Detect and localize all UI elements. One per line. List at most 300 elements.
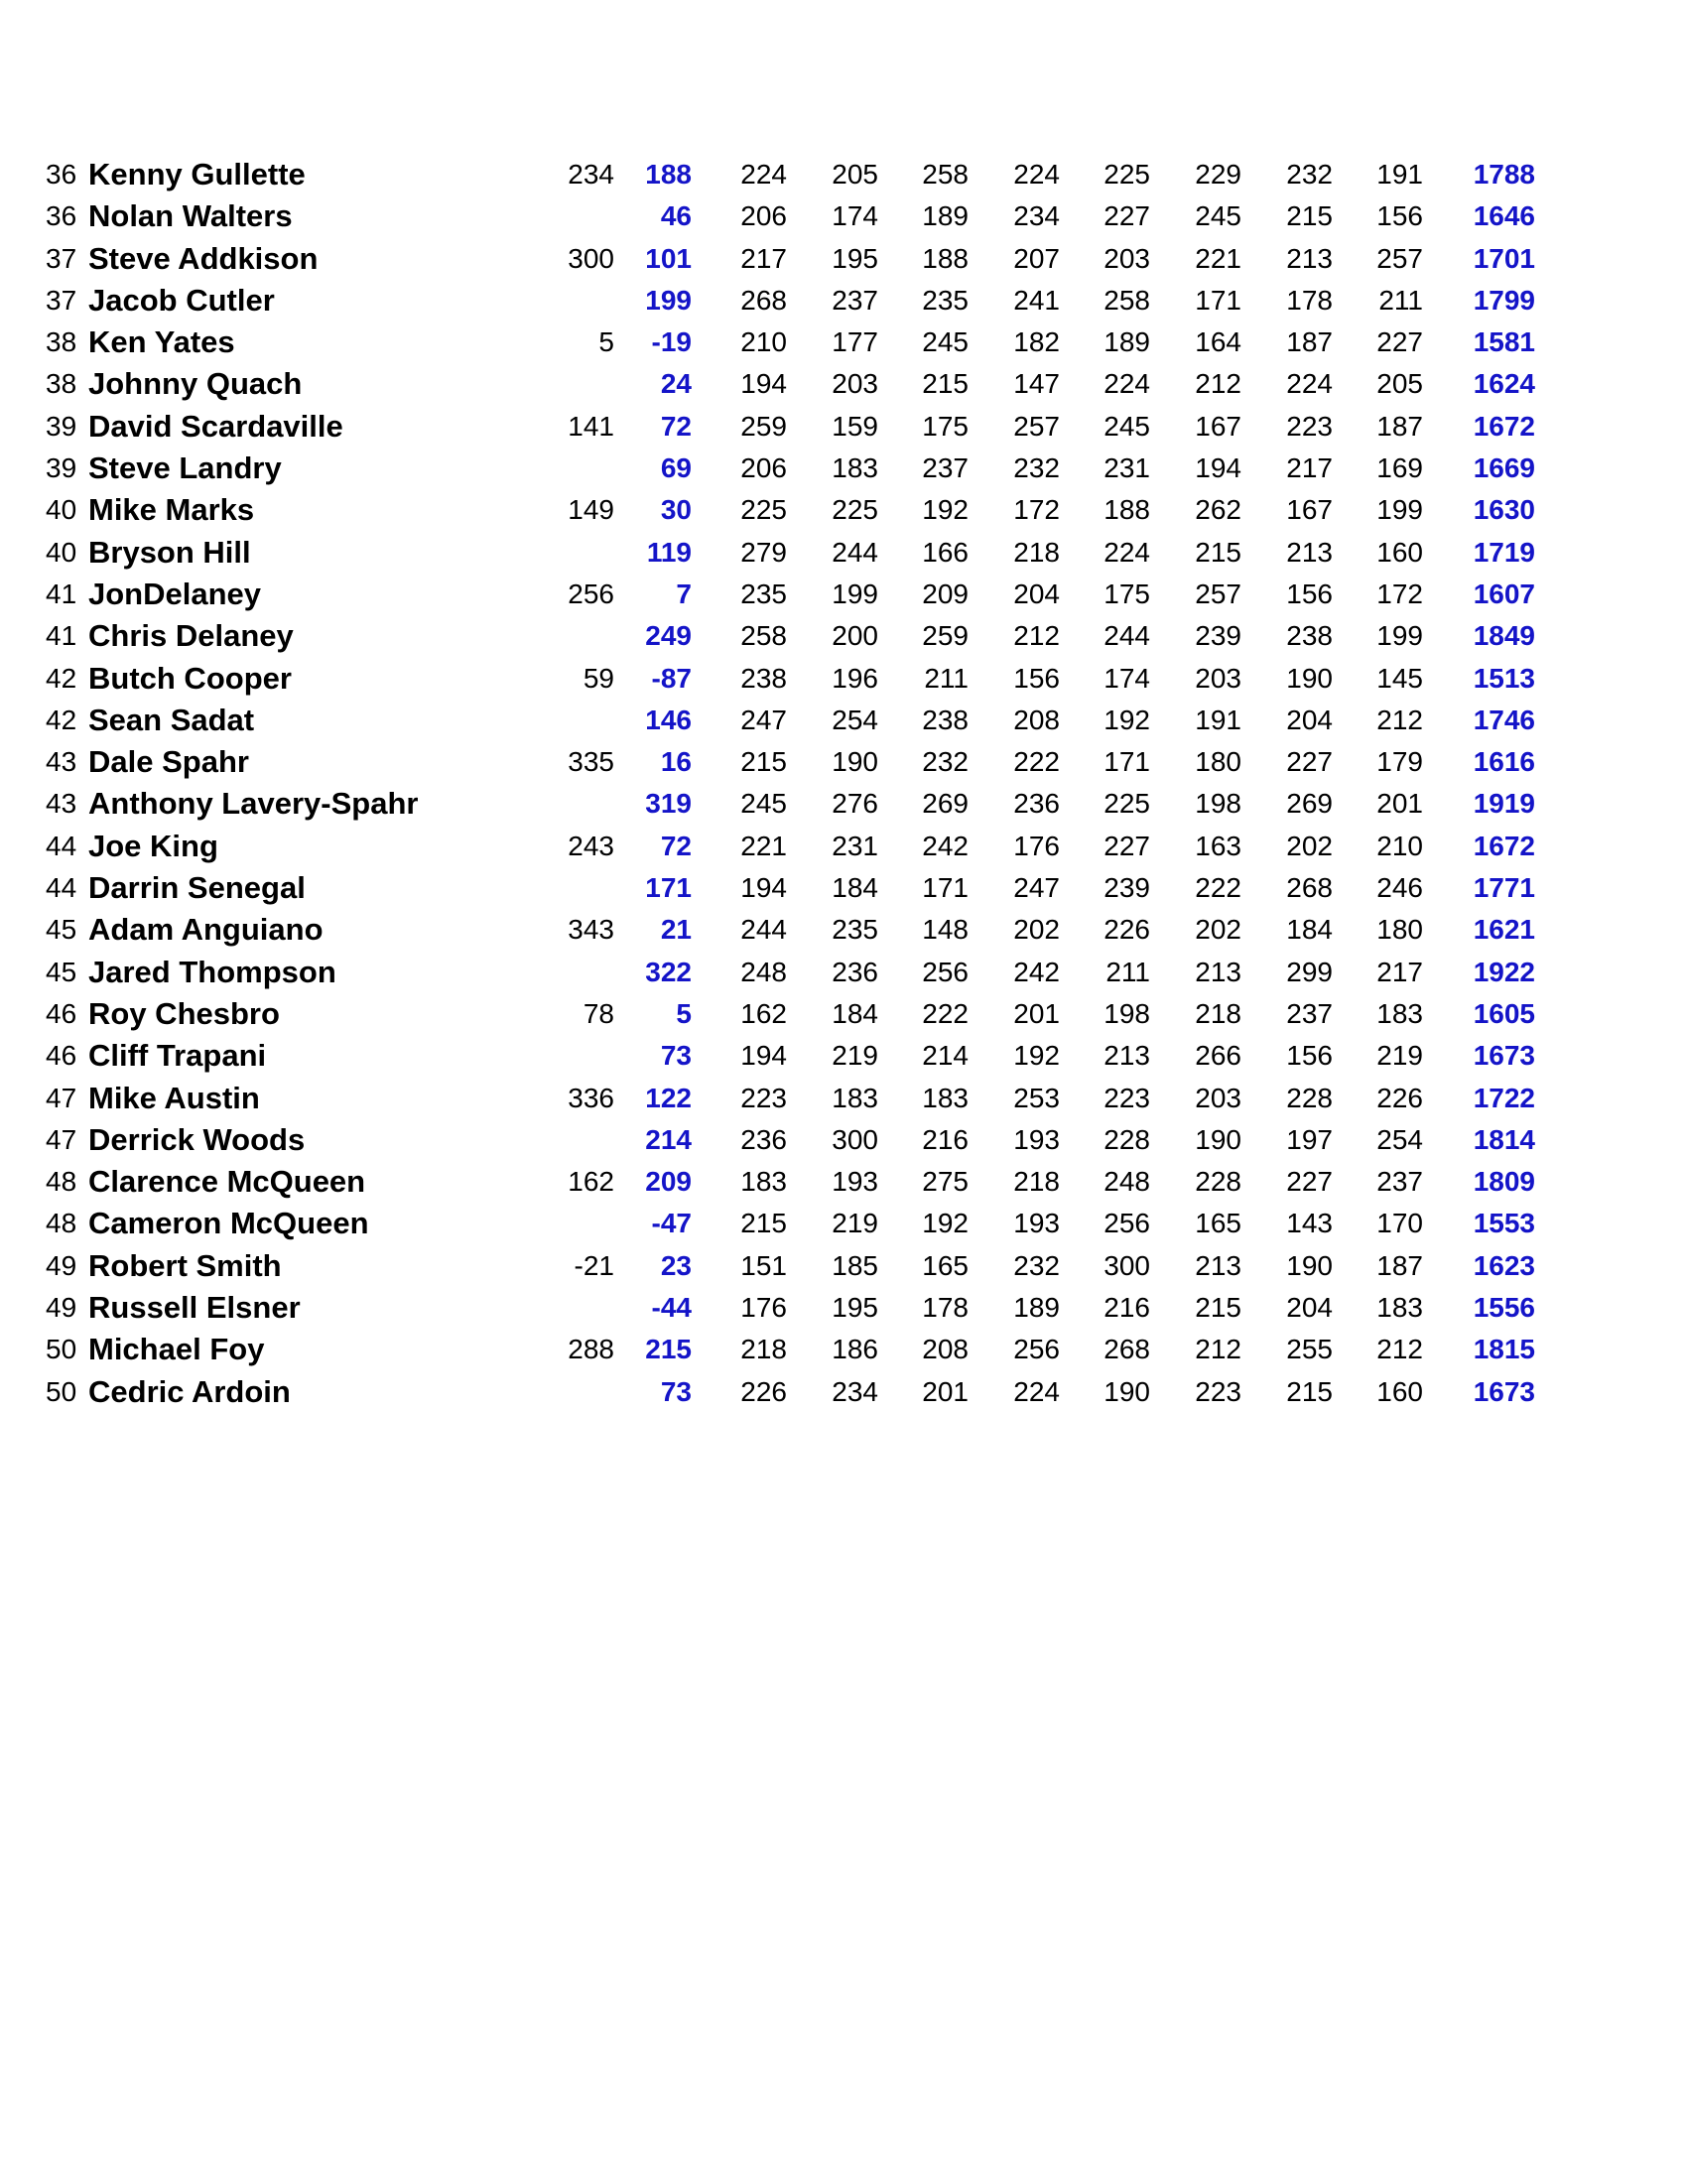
- game-score-cell: 241: [1013, 284, 1060, 316]
- game-score-cell: 184: [832, 997, 878, 1029]
- game-score-cell: 225: [1103, 788, 1150, 820]
- game-score-cell: 227: [1286, 746, 1333, 778]
- game-score-cell: 237: [1286, 997, 1333, 1029]
- game-score-cell: 210: [740, 326, 787, 358]
- game-score-cell: 178: [922, 1292, 969, 1324]
- game-score-cell: 235: [832, 914, 878, 946]
- bowler-name: Sean Sadat: [88, 702, 255, 737]
- bowler-name: Cedric Ardoin: [88, 1373, 291, 1409]
- total-cell: 1814: [1473, 1123, 1535, 1155]
- difference-cell: 319: [645, 788, 692, 820]
- game-score-cell: 189: [1103, 326, 1150, 358]
- game-score-cell: 201: [1013, 997, 1060, 1029]
- bowler-name: Ken Yates: [88, 324, 235, 360]
- game-score-cell: 212: [1376, 1334, 1423, 1365]
- table-row: [0, 658, 1687, 700]
- rank-cell: 37: [46, 284, 77, 316]
- game-score-cell: 193: [832, 1166, 878, 1198]
- game-score-cell: 201: [1376, 788, 1423, 820]
- game-score-cell: 191: [1376, 159, 1423, 190]
- game-score-cell: 174: [1103, 662, 1150, 694]
- game-score-cell: 218: [1013, 536, 1060, 568]
- table-row: [0, 700, 1687, 741]
- game-score-cell: 279: [740, 536, 787, 568]
- bowler-name: Joe King: [88, 828, 218, 863]
- table-row: [0, 783, 1687, 825]
- game-score-cell: 248: [1103, 1166, 1150, 1198]
- game-score-cell: 217: [1376, 956, 1423, 987]
- game-score-cell: 203: [832, 368, 878, 400]
- game-score-cell: 171: [1103, 746, 1150, 778]
- game-score-cell: 239: [1195, 620, 1241, 652]
- rank-cell: 39: [46, 410, 77, 442]
- rank-cell: 37: [46, 242, 77, 274]
- total-cell: 1623: [1473, 1249, 1535, 1281]
- table-row: [0, 1161, 1687, 1203]
- difference-cell: 5: [676, 997, 692, 1029]
- game-score-cell: 170: [1376, 1208, 1423, 1239]
- total-cell: 1815: [1473, 1334, 1535, 1365]
- game-score-cell: 275: [922, 1166, 969, 1198]
- rank-cell: 50: [46, 1375, 77, 1407]
- game-score-cell: 212: [1195, 1334, 1241, 1365]
- game-score-cell: 276: [832, 788, 878, 820]
- bowler-name: Anthony Lavery-Spahr: [88, 786, 419, 822]
- rank-cell: 49: [46, 1292, 77, 1324]
- table-row: [0, 321, 1687, 363]
- game-score-cell: 183: [1376, 997, 1423, 1029]
- game-score-cell: 206: [740, 452, 787, 484]
- game-score-cell: 225: [832, 494, 878, 526]
- total-cell: 1553: [1473, 1208, 1535, 1239]
- game-score-cell: 190: [1286, 662, 1333, 694]
- previous-cell: 343: [568, 914, 614, 946]
- game-score-cell: 187: [1376, 1249, 1423, 1281]
- difference-cell: 69: [660, 452, 692, 484]
- bowler-name: David Scardaville: [88, 408, 343, 444]
- game-score-cell: 199: [1376, 620, 1423, 652]
- game-score-cell: 203: [1195, 662, 1241, 694]
- game-score-cell: 210: [1376, 830, 1423, 861]
- game-score-cell: 247: [1013, 872, 1060, 904]
- game-score-cell: 216: [1103, 1292, 1150, 1324]
- bowler-name: JonDelaney: [88, 576, 262, 611]
- bowler-name: Adam Anguiano: [88, 912, 324, 948]
- game-score-cell: 229: [1195, 159, 1241, 190]
- difference-cell: 199: [645, 284, 692, 316]
- rank-cell: 45: [46, 914, 77, 946]
- game-score-cell: 205: [1376, 368, 1423, 400]
- game-score-cell: 222: [922, 997, 969, 1029]
- game-score-cell: 254: [832, 704, 878, 735]
- rank-cell: 36: [46, 200, 77, 232]
- game-score-cell: 244: [1103, 620, 1150, 652]
- game-score-cell: 176: [740, 1292, 787, 1324]
- game-score-cell: 217: [740, 242, 787, 274]
- game-score-cell: 172: [1376, 578, 1423, 609]
- bowler-name: Steve Addkison: [88, 240, 319, 276]
- game-score-cell: 215: [1286, 1375, 1333, 1407]
- table-row: [0, 1035, 1687, 1077]
- game-score-cell: 222: [1195, 872, 1241, 904]
- table-row: [0, 574, 1687, 615]
- game-score-cell: 266: [1195, 1040, 1241, 1072]
- game-score-cell: 171: [922, 872, 969, 904]
- game-score-cell: 224: [1103, 368, 1150, 400]
- difference-cell: 214: [645, 1123, 692, 1155]
- game-score-cell: 194: [1195, 452, 1241, 484]
- game-score-cell: 234: [832, 1375, 878, 1407]
- total-cell: 1556: [1473, 1292, 1535, 1324]
- game-score-cell: 231: [1103, 452, 1150, 484]
- previous-cell: 336: [568, 1082, 614, 1113]
- game-score-cell: 175: [1103, 578, 1150, 609]
- total-cell: 1722: [1473, 1082, 1535, 1113]
- game-score-cell: 192: [922, 1208, 969, 1239]
- game-score-cell: 257: [1376, 242, 1423, 274]
- total-cell: 1673: [1473, 1375, 1535, 1407]
- game-score-cell: 238: [922, 704, 969, 735]
- game-score-cell: 238: [740, 662, 787, 694]
- game-score-cell: 183: [740, 1166, 787, 1198]
- game-score-cell: 269: [922, 788, 969, 820]
- game-score-cell: 215: [922, 368, 969, 400]
- bowler-name: Russell Elsner: [88, 1290, 301, 1326]
- game-score-cell: 219: [832, 1208, 878, 1239]
- rank-cell: 40: [46, 536, 77, 568]
- game-score-cell: 215: [1195, 1292, 1241, 1324]
- difference-cell: -47: [651, 1208, 692, 1239]
- game-score-cell: 167: [1286, 494, 1333, 526]
- difference-cell: 101: [645, 242, 692, 274]
- game-score-cell: 236: [740, 1123, 787, 1155]
- difference-cell: 23: [660, 1249, 692, 1281]
- bowler-name: Steve Landry: [88, 450, 282, 486]
- previous-cell: 288: [568, 1334, 614, 1365]
- game-score-cell: 236: [832, 956, 878, 987]
- game-score-cell: 160: [1376, 536, 1423, 568]
- game-score-cell: 211: [1378, 284, 1423, 316]
- game-score-cell: 235: [740, 578, 787, 609]
- game-score-cell: 183: [922, 1082, 969, 1113]
- game-score-cell: 184: [1286, 914, 1333, 946]
- game-score-cell: 156: [1286, 1040, 1333, 1072]
- game-score-cell: 227: [1103, 200, 1150, 232]
- game-score-cell: 156: [1376, 200, 1423, 232]
- game-score-cell: 232: [1013, 1249, 1060, 1281]
- game-score-cell: 259: [922, 620, 969, 652]
- game-score-cell: 200: [832, 620, 878, 652]
- table-row: [0, 280, 1687, 321]
- difference-cell: 72: [660, 830, 692, 861]
- previous-cell: 256: [568, 578, 614, 609]
- game-score-cell: 184: [832, 872, 878, 904]
- game-score-cell: 203: [1195, 1082, 1241, 1113]
- previous-cell: 243: [568, 830, 614, 861]
- total-cell: 1746: [1473, 704, 1535, 735]
- game-score-cell: 299: [1286, 956, 1333, 987]
- difference-cell: 188: [645, 159, 692, 190]
- game-score-cell: 165: [922, 1249, 969, 1281]
- game-score-cell: 218: [1013, 1166, 1060, 1198]
- table-row: [0, 154, 1687, 195]
- game-score-cell: 218: [1195, 997, 1241, 1029]
- game-score-cell: 215: [1195, 536, 1241, 568]
- game-score-cell: 245: [740, 788, 787, 820]
- total-cell: 1771: [1473, 872, 1535, 904]
- game-score-cell: 183: [1376, 1292, 1423, 1324]
- rank-cell: 48: [46, 1166, 77, 1198]
- game-score-cell: 192: [1013, 1040, 1060, 1072]
- game-score-cell: 226: [740, 1375, 787, 1407]
- game-score-cell: 231: [832, 830, 878, 861]
- game-score-cell: 213: [1195, 1249, 1241, 1281]
- difference-cell: 7: [676, 578, 692, 609]
- game-score-cell: 212: [1195, 368, 1241, 400]
- total-cell: 1919: [1473, 788, 1535, 820]
- game-score-cell: 242: [1013, 956, 1060, 987]
- game-score-cell: 245: [1103, 410, 1150, 442]
- total-cell: 1799: [1473, 284, 1535, 316]
- bowler-name: Roy Chesbro: [88, 995, 280, 1031]
- previous-cell: 234: [568, 159, 614, 190]
- game-score-cell: 214: [922, 1040, 969, 1072]
- game-score-cell: 257: [1013, 410, 1060, 442]
- game-score-cell: 203: [1103, 242, 1150, 274]
- game-score-cell: 188: [922, 242, 969, 274]
- game-score-cell: 257: [1195, 578, 1241, 609]
- game-score-cell: 226: [1103, 914, 1150, 946]
- bowler-name: Kenny Gullette: [88, 157, 306, 192]
- rank-cell: 45: [46, 956, 77, 987]
- game-score-cell: 202: [1195, 914, 1241, 946]
- game-score-cell: 259: [740, 410, 787, 442]
- game-score-cell: 227: [1376, 326, 1423, 358]
- game-score-cell: 151: [740, 1249, 787, 1281]
- table-row: [0, 489, 1687, 531]
- game-score-cell: 163: [1195, 830, 1241, 861]
- game-score-cell: 215: [740, 746, 787, 778]
- game-score-cell: 300: [1103, 1249, 1150, 1281]
- total-cell: 1605: [1473, 997, 1535, 1029]
- game-score-cell: 190: [1286, 1249, 1333, 1281]
- difference-cell: 24: [660, 368, 692, 400]
- game-score-cell: 196: [832, 662, 878, 694]
- difference-cell: -44: [651, 1292, 692, 1324]
- previous-cell: 300: [568, 242, 614, 274]
- game-score-cell: 223: [1195, 1375, 1241, 1407]
- bowler-name: Dale Spahr: [88, 744, 249, 780]
- previous-cell: 149: [568, 494, 614, 526]
- game-score-cell: 195: [832, 1292, 878, 1324]
- total-cell: 1581: [1473, 326, 1535, 358]
- total-cell: 1922: [1473, 956, 1535, 987]
- game-score-cell: 205: [832, 159, 878, 190]
- bowler-name: Jared Thompson: [88, 954, 336, 989]
- game-score-cell: 212: [1013, 620, 1060, 652]
- game-score-cell: 228: [1286, 1082, 1333, 1113]
- game-score-cell: 194: [740, 872, 787, 904]
- game-score-cell: 202: [1013, 914, 1060, 946]
- game-score-cell: 268: [1103, 1334, 1150, 1365]
- game-score-cell: 232: [1286, 159, 1333, 190]
- game-score-cell: 223: [1286, 410, 1333, 442]
- table-row: [0, 532, 1687, 574]
- game-score-cell: 193: [1013, 1123, 1060, 1155]
- game-score-cell: 258: [740, 620, 787, 652]
- game-score-cell: 253: [1013, 1082, 1060, 1113]
- game-score-cell: 258: [922, 159, 969, 190]
- previous-cell: -21: [574, 1249, 614, 1281]
- game-score-cell: 178: [1286, 284, 1333, 316]
- rank-cell: 39: [46, 452, 77, 484]
- rank-cell: 44: [46, 872, 77, 904]
- difference-cell: 21: [660, 914, 692, 946]
- total-cell: 1672: [1473, 830, 1535, 861]
- game-score-cell: 190: [1103, 1375, 1150, 1407]
- game-score-cell: 156: [1286, 578, 1333, 609]
- game-score-cell: 227: [1286, 1166, 1333, 1198]
- game-score-cell: 224: [1103, 536, 1150, 568]
- difference-cell: 171: [645, 872, 692, 904]
- total-cell: 1513: [1473, 662, 1535, 694]
- bowler-name: Derrick Woods: [88, 1121, 306, 1157]
- difference-cell: 72: [660, 410, 692, 442]
- difference-cell: 119: [646, 536, 692, 568]
- game-score-cell: 211: [1105, 956, 1150, 987]
- bowler-name: Cliff Trapani: [88, 1038, 267, 1074]
- bowler-name: Cameron McQueen: [88, 1206, 369, 1241]
- game-score-cell: 245: [1195, 200, 1241, 232]
- difference-cell: 16: [660, 746, 692, 778]
- game-score-cell: 175: [922, 410, 969, 442]
- game-score-cell: 221: [1195, 242, 1241, 274]
- game-score-cell: 268: [1286, 872, 1333, 904]
- game-score-cell: 204: [1013, 578, 1060, 609]
- table-row: [0, 1245, 1687, 1287]
- game-score-cell: 209: [922, 578, 969, 609]
- game-score-cell: 160: [1376, 1375, 1423, 1407]
- game-score-cell: 227: [1103, 830, 1150, 861]
- game-score-cell: 262: [1195, 494, 1241, 526]
- table-row: [0, 615, 1687, 657]
- table-row: [0, 867, 1687, 909]
- game-score-cell: 258: [1103, 284, 1150, 316]
- game-score-cell: 145: [1376, 662, 1423, 694]
- rank-cell: 48: [46, 1208, 77, 1239]
- table-row: [0, 1371, 1687, 1413]
- rank-cell: 42: [46, 662, 77, 694]
- game-score-cell: 190: [1195, 1123, 1241, 1155]
- bowler-name: Mike Marks: [88, 492, 255, 528]
- game-score-cell: 237: [832, 284, 878, 316]
- rank-cell: 42: [46, 704, 77, 735]
- bowler-name: Michael Foy: [88, 1332, 265, 1367]
- game-score-cell: 255: [1286, 1334, 1333, 1365]
- game-score-cell: 208: [1013, 704, 1060, 735]
- previous-cell: 141: [568, 410, 614, 442]
- game-score-cell: 254: [1376, 1123, 1423, 1155]
- table-row: [0, 1329, 1687, 1370]
- difference-cell: 209: [645, 1166, 692, 1198]
- game-score-cell: 217: [1286, 452, 1333, 484]
- game-score-cell: 223: [1103, 1082, 1150, 1113]
- difference-cell: 146: [645, 704, 692, 735]
- difference-cell: 46: [660, 200, 692, 232]
- rank-cell: 43: [46, 746, 77, 778]
- game-score-cell: 245: [922, 326, 969, 358]
- table-row: [0, 1119, 1687, 1161]
- game-score-cell: 239: [1103, 872, 1150, 904]
- game-score-cell: 223: [740, 1082, 787, 1113]
- bowler-name: Robert Smith: [88, 1247, 282, 1283]
- game-score-cell: 215: [740, 1208, 787, 1239]
- game-score-cell: 215: [1286, 200, 1333, 232]
- game-score-cell: 218: [740, 1334, 787, 1365]
- rank-cell: 46: [46, 1040, 77, 1072]
- game-score-cell: 228: [1103, 1123, 1150, 1155]
- game-score-cell: 256: [1013, 1334, 1060, 1365]
- table-row: [0, 406, 1687, 448]
- total-cell: 1624: [1473, 368, 1535, 400]
- game-score-cell: 204: [1286, 1292, 1333, 1324]
- game-score-cell: 201: [922, 1375, 969, 1407]
- game-score-cell: 147: [1013, 368, 1060, 400]
- rank-cell: 47: [46, 1082, 77, 1113]
- game-score-cell: 165: [1195, 1208, 1241, 1239]
- table-row: [0, 993, 1687, 1035]
- game-score-cell: 166: [922, 536, 969, 568]
- total-cell: 1672: [1473, 410, 1535, 442]
- previous-cell: 162: [568, 1166, 614, 1198]
- game-score-cell: 204: [1286, 704, 1333, 735]
- total-cell: 1646: [1473, 200, 1535, 232]
- total-cell: 1621: [1473, 914, 1535, 946]
- rank-cell: 36: [46, 159, 77, 190]
- total-cell: 1616: [1473, 746, 1535, 778]
- game-score-cell: 162: [740, 997, 787, 1029]
- game-score-cell: 188: [1103, 494, 1150, 526]
- game-score-cell: 224: [1013, 159, 1060, 190]
- game-score-cell: 169: [1376, 452, 1423, 484]
- game-score-cell: 269: [1286, 788, 1333, 820]
- game-score-cell: 194: [740, 1040, 787, 1072]
- game-score-cell: 159: [832, 410, 878, 442]
- table-row: [0, 909, 1687, 951]
- table-row: [0, 741, 1687, 783]
- rank-cell: 38: [46, 326, 77, 358]
- game-score-cell: 222: [1013, 746, 1060, 778]
- bowler-name: Clarence McQueen: [88, 1164, 366, 1200]
- game-score-cell: 177: [832, 326, 878, 358]
- bowler-name: Jacob Cutler: [88, 282, 275, 318]
- game-score-cell: 246: [1376, 872, 1423, 904]
- game-score-cell: 268: [740, 284, 787, 316]
- game-score-cell: 213: [1195, 956, 1241, 987]
- game-score-cell: 199: [832, 578, 878, 609]
- game-score-cell: 164: [1195, 326, 1241, 358]
- game-score-cell: 226: [1376, 1082, 1423, 1113]
- game-score-cell: 189: [922, 200, 969, 232]
- total-cell: 1673: [1473, 1040, 1535, 1072]
- game-score-cell: 148: [922, 914, 969, 946]
- game-score-cell: 248: [740, 956, 787, 987]
- game-score-cell: 202: [1286, 830, 1333, 861]
- game-score-cell: 256: [1103, 1208, 1150, 1239]
- game-score-cell: 206: [740, 200, 787, 232]
- rank-cell: 44: [46, 830, 77, 861]
- game-score-cell: 244: [740, 914, 787, 946]
